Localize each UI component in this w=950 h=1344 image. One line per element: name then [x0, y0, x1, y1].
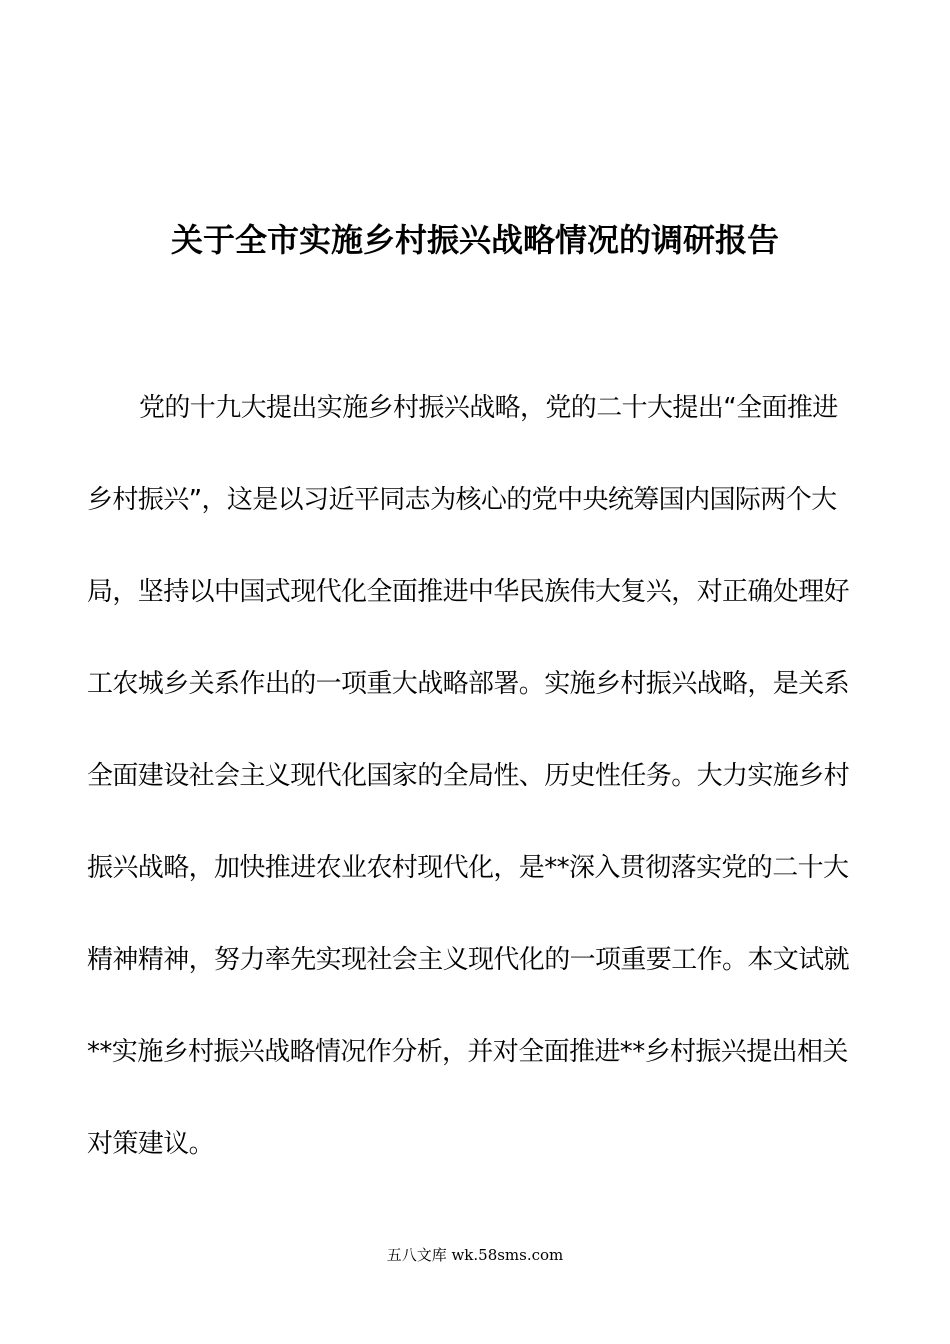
document-title: 关于全市实施乡村振兴战略情况的调研报告 [170, 221, 779, 259]
paragraph-line: 乡村振兴”，这是以习近平同志为核心的党中央统筹国内国际两个大 [87, 485, 837, 515]
paragraph-line: 精神精神，努力率先实现社会主义现代化的一项重要工作。本文试就 [87, 945, 850, 975]
paragraph-line: 工农城乡关系作出的一项重大战略部署。实施乡村振兴战略，是关系 [87, 669, 850, 699]
paragraph-line: **实施乡村振兴战略情况作分析，并对全面推进**乡村振兴提出相关 [87, 1037, 848, 1067]
paragraph-line: 全面建设社会主义现代化国家的全局性、历史性任务。大力实施乡村 [87, 761, 850, 791]
paragraph-line: 振兴战略，加快推进农业农村现代化，是**深入贯彻落实党的二十大 [87, 853, 849, 883]
paragraph-line: 党的十九大提出实施乡村振兴战略，党的二十大提出“全面推进 [139, 393, 838, 423]
intro-paragraph [87, 390, 863, 1218]
paragraph-line: 局，坚持以中国式现代化全面推进中华民族伟大复兴，对正确处理好 [87, 577, 850, 607]
paragraph-line: 对策建议。 [87, 1129, 215, 1159]
footer-watermark: 五八文库 wk.58sms.com [386, 1246, 564, 1264]
